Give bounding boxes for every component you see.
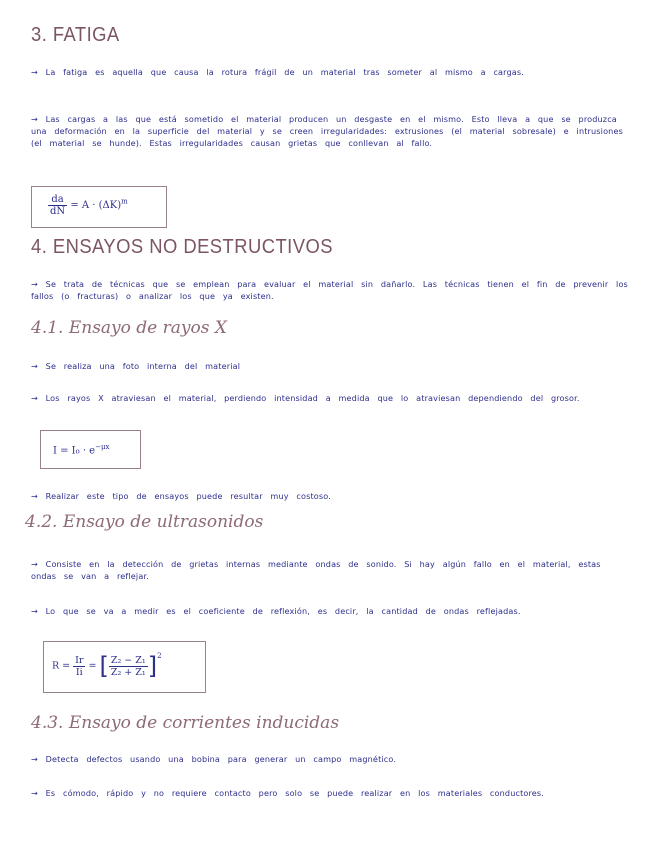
section-title-ensayos: 4. ENSAYOS NO DESTRUCTIVOS [31, 236, 333, 258]
formula-exponent: m [121, 197, 128, 206]
formula-lhs: R = [52, 660, 71, 672]
subsection-title-corrientes: 4.3. Ensayo de corrientes inducidas [31, 713, 340, 733]
formula-numerator: Z₂ − Z₁ [110, 654, 146, 666]
subsection-title-ultrasonidos: 4.2. Ensayo de ultrasonidos [25, 512, 264, 532]
section-title-fatiga: 3. FATIGA [31, 24, 120, 46]
formula-numerator: Ir [75, 654, 84, 666]
paragraph-ultrasonidos-medir: → Lo que se va a medir es el coeficiente de reflexión, es decir, la cantidad de ondas reflejadas. [31, 606, 521, 616]
formula-box-absorcion [40, 430, 141, 469]
formula-box-reflexion [43, 641, 206, 693]
formula-numerator: da [48, 194, 67, 206]
paragraph-rayos-costoso: → Realizar este tipo de ensayos puede resultar muy costoso. [31, 491, 331, 501]
paragraph-ensayos-intro: → Se trata de técnicas que se emplean para evaluar el material sin dañarlo. Las técnicas tienen el fin de prevenir los fallos (o fracturas) o analizar los que ya existen. [31, 279, 628, 302]
paragraph-rayos-foto: → Se realiza una foto interna del material [31, 361, 241, 371]
formula-box-paris [31, 186, 167, 228]
formula-exponent: 2 [157, 652, 162, 660]
formula-denominator: Z₂ + Z₁ [110, 666, 146, 678]
paragraph-corrientes-comodo: → Es cómodo, rápido y no requiere contacto pero solo se puede realizar en los materiales conductores. [31, 788, 545, 798]
paragraph-ultrasonidos-consiste: → Consiste en la detección de grietas internas mediante ondas de sonido. Si hay algún fallo en el material, estas ondas se van a reflejar. [31, 559, 601, 582]
subsection-title-rayos-x: 4.1. Ensayo de rayos X [31, 318, 227, 338]
formula-equals: = [88, 660, 97, 672]
formula-fraction [48, 194, 67, 217]
bracket-close-icon: ] [147, 652, 158, 680]
paragraph-rayos-atraviesan: → Los rayos X atraviesan el material, perdiendo intensidad a medida que lo atraviesan dependiendo del grosor. [31, 393, 580, 403]
formula-lhs: I = I₀ · e [53, 445, 96, 457]
formula-fraction-impedance [109, 655, 148, 678]
paragraph-corrientes-detecta: → Detecta defectos usando una bobina para generar un campo magnético. [31, 754, 397, 764]
formula-rhs: = A · (ΔK) [70, 200, 122, 211]
formula-fraction-intensity [73, 655, 85, 678]
bracket-open-icon: [ [99, 652, 109, 680]
paragraph-fatiga-definition: → La fatiga es aquella que causa la rotura frágil de un material tras someter al mismo a cargas. [31, 67, 524, 77]
paragraph-fatiga-cargas: → Las cargas a las que está sometido el material producen un desgaste en el mismo. Esto lleva a que se produzca una deformación en la superficie del material y se creen irregularidades: extrusiones (el material sobresale) e intrusiones (el material se hunde). Estas irregularidades causan grietas que conllevan al fallo. [31, 114, 623, 149]
formula-denominator: dN [50, 206, 66, 217]
formula-denominator: Ii [75, 666, 83, 678]
formula-exponent: −μx [95, 443, 110, 451]
